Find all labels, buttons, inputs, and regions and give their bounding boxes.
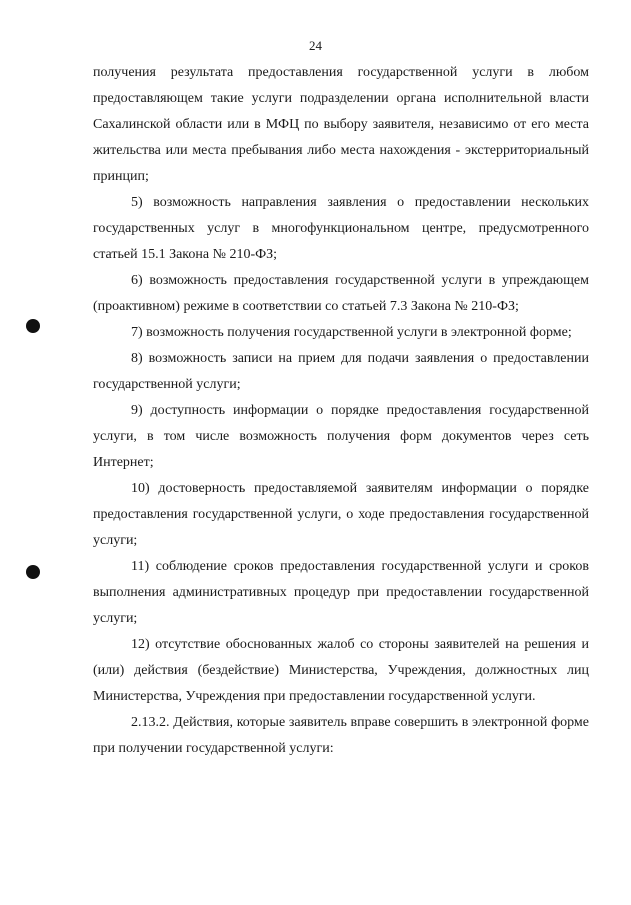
punch-hole-mark xyxy=(26,565,40,579)
paragraph-item-6: 6) возможность предоставления государственной услуги в упреждающем (проактивном) режиме в соответствии со статьей 7.3 Закона № 210-ФЗ; xyxy=(93,273,589,314)
paragraph-item-9: 9) доступность информации о порядке предоставления государственной услуги, в том числе возможность получения форм документов через сеть Интернет; xyxy=(93,403,589,470)
paragraph-item-12: 12) отсутствие обоснованных жалоб со стороны заявителей на решения и (или) действия (бездействие) Министерства, Учреждения, должностных лиц Министерства, Учреждения при предоставлении государственной услуги. xyxy=(93,637,589,704)
paragraph-item-7: 7) возможность получения государственной услуги в электронной форме; xyxy=(131,325,572,340)
paragraph-item-8: 8) возможность записи на прием для подачи заявления о предоставлении государственной услуги; xyxy=(93,351,589,392)
document-body xyxy=(93,60,589,762)
paragraph-item-5: 5) возможность направления заявления о предоставлении нескольких государственных услуг в многофункциональном центре, предусмотренного статьей 15.1 Закона № 210-ФЗ; xyxy=(93,195,589,262)
paragraph-item-10: 10) достоверность предоставляемой заявителям информации о порядке предоставления государственной услуги, о ходе предоставления государственной услуги; xyxy=(93,481,589,548)
page-number: 24 xyxy=(309,38,322,53)
paragraph-continuation: получения результата предоставления государственной услуги в любом предоставляющем такие услуги подразделении органа исполнительной власти Сахалинской области или в МФЦ по выбору заявителя, независимо от его места жительства или места пребывания либо места нахождения - экстерриториальный принцип; xyxy=(93,65,589,184)
punch-hole-mark xyxy=(26,319,40,333)
paragraph-section-2-13-2: 2.13.2. Действия, которые заявитель вправе совершить в электронной форме при получении государственной услуги: xyxy=(93,715,589,756)
paragraph-item-11: 11) соблюдение сроков предоставления государственной услуги и сроков выполнения административных процедур при предоставлении государственной услуги; xyxy=(93,559,589,626)
